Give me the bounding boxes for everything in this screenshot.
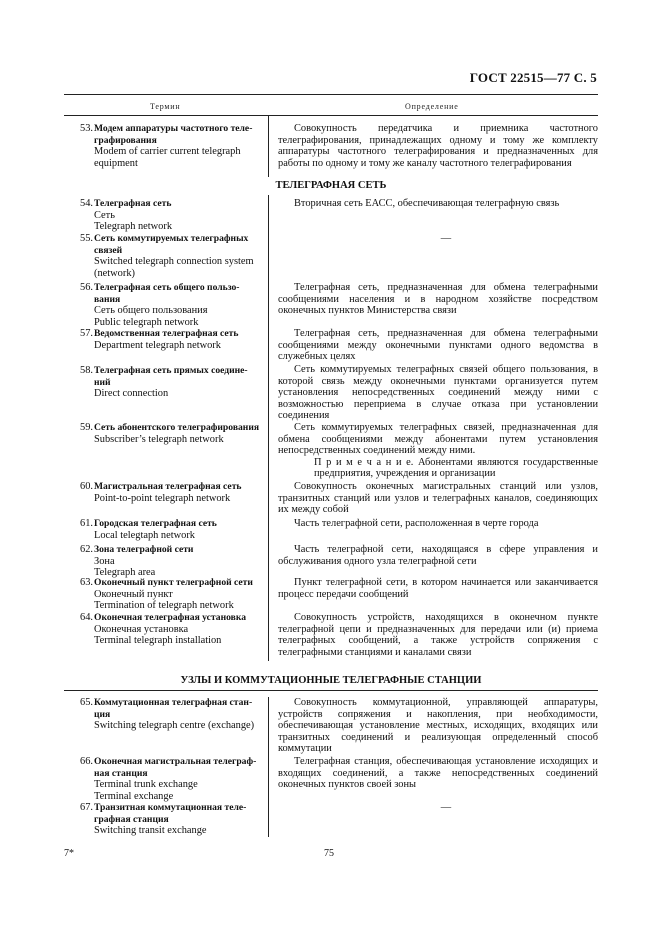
definition-text: Телеграфная сеть, предназначенная для обмена телеграфными сообщениями населения и в народном хозяйстве посредством оконечных пунктов Министерства связи [278, 282, 598, 317]
term-title: ний [94, 376, 111, 388]
term-title: связей [94, 244, 123, 256]
term-number: 56. [80, 282, 93, 293]
term-number: 54. [80, 198, 93, 209]
section-title-telegraph-network: ТЕЛЕГРАФНАЯ СЕТЬ [275, 180, 387, 191]
term-number: 64. [80, 612, 93, 623]
term-entry [80, 544, 266, 579]
term-title: графная станция [94, 813, 169, 825]
term-title: Телеграфная сеть [94, 198, 172, 209]
term-synonym: Terminal telegraph installation [94, 635, 222, 647]
definition [278, 123, 598, 169]
term-title: Сеть абонентского телеграфирования [94, 422, 260, 433]
term-synonym: Public telegraph network [94, 316, 199, 328]
definition [278, 282, 598, 317]
definition-text: Часть телеграфной сети, находящаяся в сфере управления и обслуживания одного узла телеграфной сети [278, 544, 598, 567]
section-title-nodes-stations: УЗЛЫ И КОММУТАЦИОННЫЕ ТЕЛЕГРАФНЫЕ СТАНЦИИ [180, 675, 482, 686]
term-title: Оконечная магистральная телеграф- [94, 756, 257, 767]
term-synonym: Оконечный пункт [94, 588, 173, 600]
term-entry [80, 328, 266, 351]
term-synonym: Terminal trunk exchange [94, 779, 198, 791]
section-rule [64, 690, 598, 691]
term-synonym: Switching transit exchange [94, 825, 207, 837]
term-title: Транзитная коммутационная теле- [94, 802, 247, 813]
definition [278, 756, 598, 791]
term-synonym: Termination of telegraph network [94, 600, 234, 612]
definition [278, 233, 598, 245]
term-title: Телеграфная сеть общего пользо- [94, 282, 240, 293]
term-synonym: Switching telegraph centre (exchange) [94, 720, 255, 732]
term-synonym: Telegraph network [94, 221, 173, 233]
table-top-rule [64, 94, 598, 95]
column-separator [268, 697, 269, 837]
term-synonym: Point-to-point telegraph network [94, 492, 231, 504]
definition-text: Совокупность устройств, находящихся в оконечном пункте телеграфной цепи и предназначенных для передачи или (и) приема телеграфных сообщений, а также устройств сопряжения с телеграфными станциями и каналами связи [278, 612, 598, 658]
term-synonym: Сеть общего пользования [94, 305, 208, 317]
definition [278, 697, 598, 755]
definition-text: Вторичная сеть ЕАСС, обеспечивающая телеграфную связь [294, 198, 560, 209]
term-entry [80, 756, 266, 802]
definition [278, 612, 598, 658]
term-number: 67. [80, 802, 93, 813]
term-entry [80, 697, 266, 732]
term-number: 65. [80, 697, 93, 708]
definition-note: П р и м е ч а н и е. Абонентами являются государственные предприятия, учреждения и организации [314, 456, 598, 480]
definition [278, 544, 598, 567]
table-header-rule [64, 115, 598, 116]
term-number: 62. [80, 544, 93, 555]
term-entry [80, 422, 266, 445]
term-entry [80, 365, 266, 400]
term-entry [80, 518, 266, 541]
term-entry [80, 198, 266, 233]
term-synonym: Direct connection [94, 388, 169, 400]
term-synonym: Зона [94, 555, 115, 567]
definition [278, 198, 598, 210]
signature-mark: 7* [64, 848, 74, 859]
definition [278, 518, 598, 530]
term-title: Сеть коммутируемых телеграфных [94, 233, 249, 244]
term-title: Оконечный пункт телеграфной сети [94, 577, 253, 588]
term-number: 53. [80, 123, 93, 134]
term-title: Телеграфная сеть прямых соедине- [94, 365, 248, 376]
definition-text: Совокупность оконечных магистральных станций или узлов, транзитных станций или узлов и телеграфных каналов, соединяющих их между собой [278, 481, 598, 516]
term-synonym: Telegraph area [94, 567, 156, 579]
definition-text: Телеграфная сеть, предназначенная для обмена телеграфными сообщениями между оконечными пунктами одного ведомства в служебных целях [278, 328, 598, 363]
definition-text: — [440, 802, 452, 813]
definition [278, 328, 598, 363]
definition-text: Телеграфная станция, обеспечивающая установление исходящих и входящих соединений, а также непосредственных соединений оконечных пунктов своей зоны [278, 756, 598, 791]
term-number: 57. [80, 328, 93, 339]
term-synonym: Local telegtaph network [94, 529, 195, 541]
term-entry [80, 233, 266, 279]
term-title: Зона телеграфной сети [94, 544, 194, 555]
term-number: 61. [80, 518, 93, 529]
term-synonym: Terminal exchange [94, 790, 174, 802]
term-number: 58. [80, 365, 93, 376]
term-number: 63. [80, 577, 93, 588]
term-entry [80, 612, 266, 647]
term-synonym: Department telegraph network [94, 339, 221, 351]
term-synonym: Subscriber’s telegraph network [94, 433, 224, 445]
term-title: Магистральная телеграфная сеть [94, 481, 242, 492]
term-entry [80, 123, 266, 169]
term-entry [80, 282, 266, 328]
term-title: Оконечная телеграфная установка [94, 612, 247, 623]
page-number: 75 [324, 848, 334, 859]
definition [278, 364, 598, 422]
definition-text: Сеть коммутируемых телеграфных связей общего пользования, в которой связь между оконечными пунктами организуется путем установления непосредственных соединений между ними с возможностью переприема в случае отказа при установлении соединения [278, 364, 598, 422]
term-synonym: Modem of carrier current telegraph [94, 146, 241, 158]
definition-text: Сеть коммутируемых телеграфных связей, предназначенная для обмена сообщениями между абонентами путем установления непосредственных соединений между ними. [278, 422, 598, 457]
column-header-definition: Определение [405, 102, 459, 111]
term-entry [80, 802, 266, 837]
column-separator [268, 115, 269, 177]
term-entry [80, 577, 266, 612]
running-header: ГОСТ 22515—77 С. 5 [469, 70, 597, 85]
term-number: 55. [80, 233, 93, 244]
term-number: 59. [80, 422, 93, 433]
definition-text: Совокупность передатчика и приемника частотного телеграфирования, принадлежащих одному и тому же комплекту аппаратуры частотного телеграфирования и предназначенных для работы по одному и тому же каналу частотного телеграфирования [278, 123, 598, 169]
term-title: Коммутационная телеграфная стан- [94, 697, 253, 708]
term-title: Модем аппаратуры частотного теле- [94, 123, 253, 134]
term-synonym: equipment [94, 157, 138, 169]
column-header-term: Термин [150, 102, 181, 111]
term-title: Ведомственная телеграфная сеть [94, 328, 239, 339]
definition [278, 802, 598, 814]
definition [278, 577, 598, 600]
term-title: вания [94, 293, 121, 305]
term-synonym: Оконечная установка [94, 623, 189, 635]
definition [278, 422, 598, 480]
definition [278, 481, 598, 516]
definition-text: — [440, 233, 452, 244]
term-number: 60. [80, 481, 93, 492]
term-number: 66. [80, 756, 93, 767]
definition-text: Совокупность коммутационной, управляющей аппаратуры, устройств сопряжения и накопления, при необходимости, обеспечивающая установление местных, исходящих, входящих или транзитных соединений и реализующая определенный способ коммутации [278, 697, 598, 755]
term-entry [80, 481, 266, 504]
term-title: графирования [94, 134, 157, 146]
definition-text: Часть телеграфной сети, расположенная в черте города [294, 518, 539, 529]
term-title: ная станция [94, 767, 148, 779]
definition-text: Пункт телеграфной сети, в котором начинается или заканчивается процесс передачи сообщений [278, 577, 598, 600]
term-synonym: (network) [94, 267, 135, 279]
term-synonym: Сеть [94, 209, 115, 221]
term-title: ция [94, 708, 111, 720]
term-title: Городская телеграфная сеть [94, 518, 217, 529]
column-separator [268, 195, 269, 661]
term-synonym: Switched telegraph connection system [94, 256, 254, 268]
